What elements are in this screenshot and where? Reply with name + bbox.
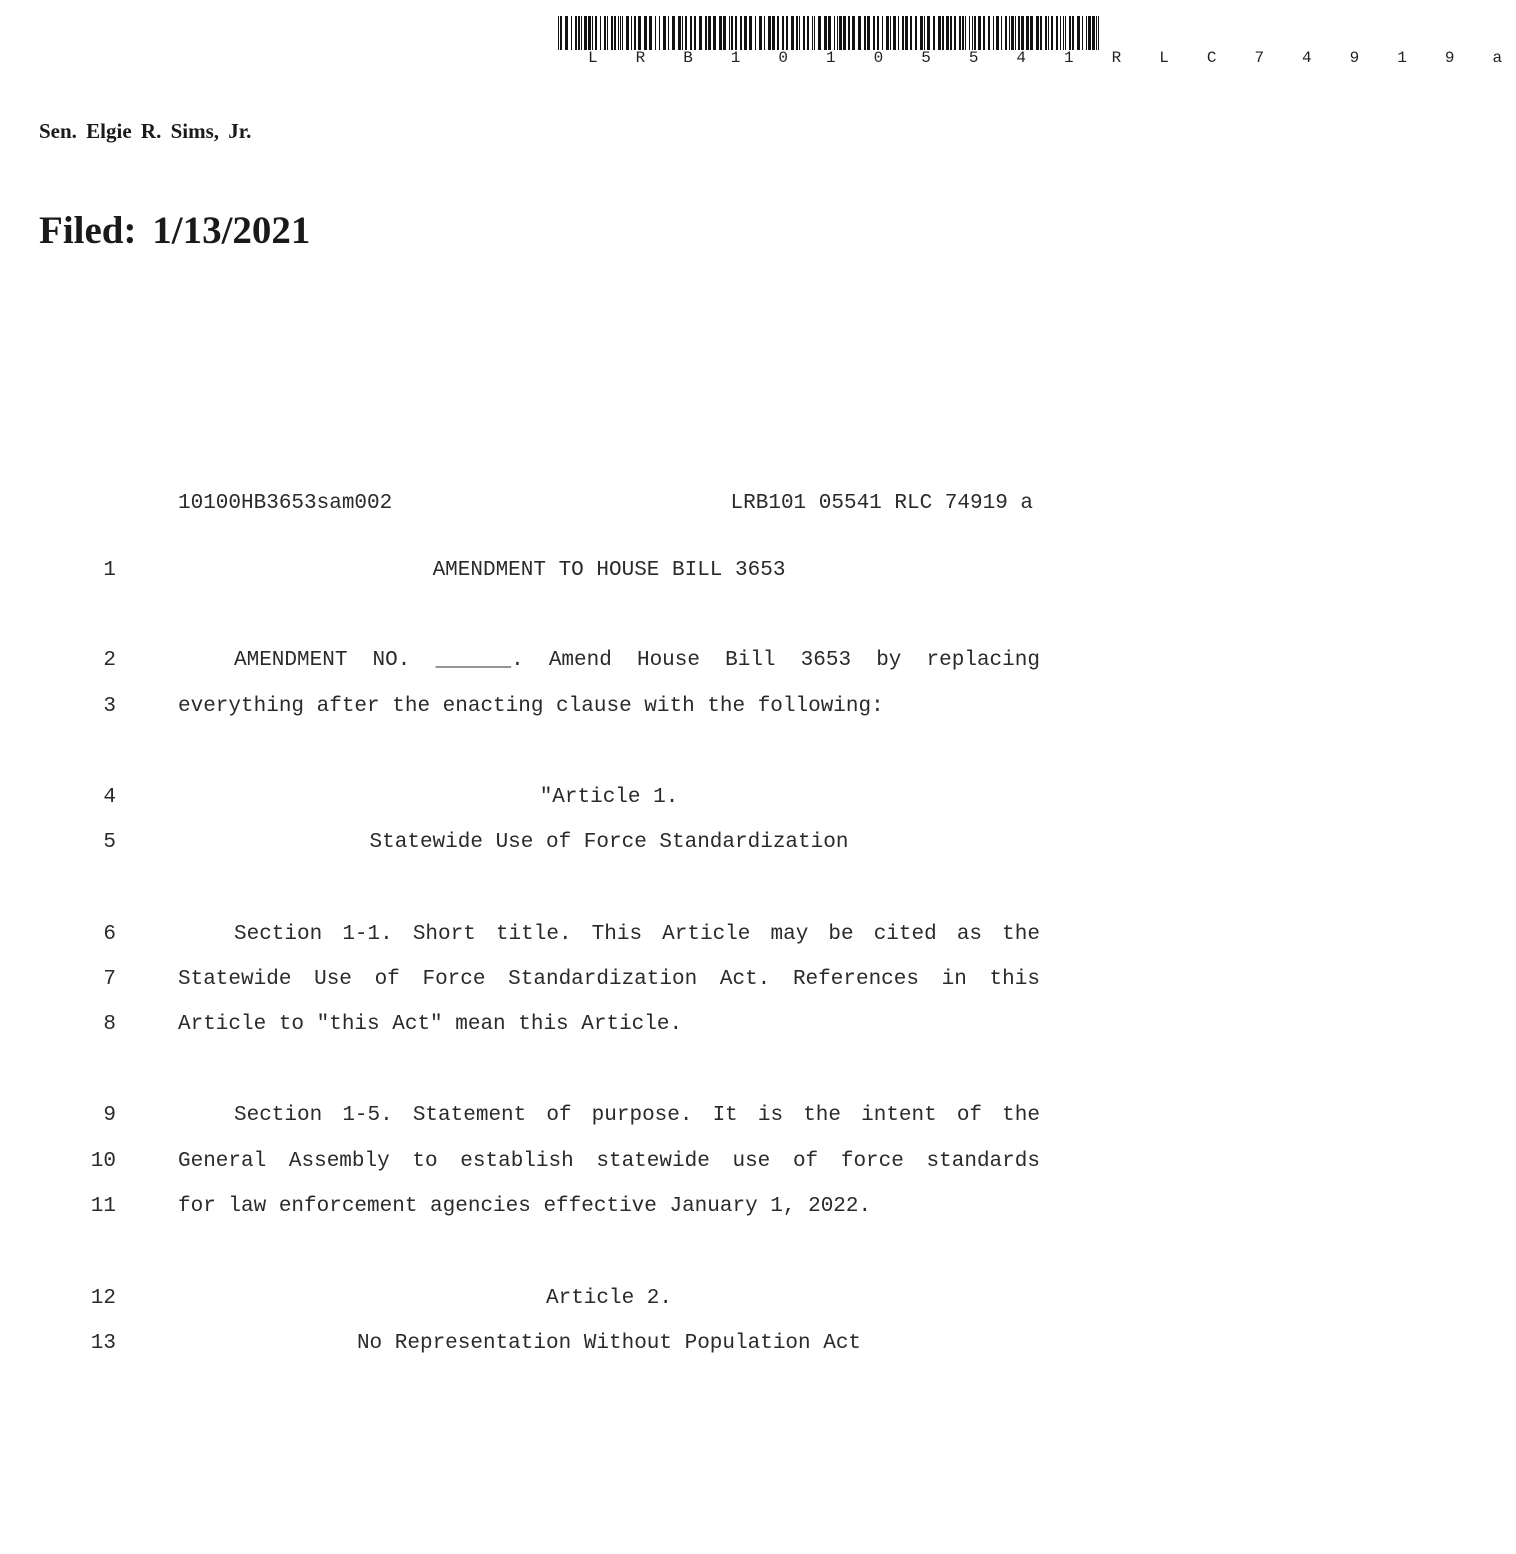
word: Section [234, 1104, 323, 1127]
numbered-line [0, 695, 1200, 723]
word: is [757, 1104, 784, 1127]
barcode-bar [735, 16, 737, 50]
barcode-bar [644, 16, 647, 50]
line-text [178, 923, 1040, 946]
barcode-bar [678, 16, 681, 50]
barcode-bar [886, 16, 889, 50]
barcode-bar [1086, 16, 1087, 50]
barcode-bar [581, 16, 582, 50]
barcode-bar [1001, 16, 1002, 50]
word: as [956, 923, 983, 946]
barcode-bar [837, 16, 838, 50]
word: It [712, 1104, 738, 1127]
barcode-bar [950, 16, 952, 50]
barcode-bar [962, 16, 964, 50]
word: of [956, 1104, 983, 1127]
word: purpose. [591, 1104, 693, 1127]
word: Standardization [508, 968, 698, 991]
barcode-bar [731, 16, 733, 50]
barcode-bar [993, 16, 994, 50]
barcode-bar [638, 16, 641, 50]
barcode-bar [759, 16, 762, 50]
numbered-line [0, 1104, 1200, 1132]
barcode-bar [699, 16, 702, 50]
barcode-bar [839, 16, 842, 50]
barcode-bar [996, 16, 999, 50]
barcode-bar [1036, 16, 1039, 50]
line-text [178, 1104, 1040, 1127]
line-number: 12 [90, 1287, 116, 1310]
word: Section [234, 923, 323, 946]
barcode-bar [1045, 16, 1047, 50]
barcode-bar [1082, 16, 1083, 50]
barcode-bar [1065, 16, 1066, 50]
barcode-bar [618, 16, 619, 50]
word: standards [926, 1150, 1040, 1173]
barcode-bar [905, 16, 908, 50]
word: title. [495, 923, 572, 946]
barcode-bar [611, 16, 613, 50]
barcode-bar [622, 16, 623, 50]
word: Article [662, 923, 751, 946]
barcode-bar [685, 16, 687, 50]
barcode-bar [607, 16, 608, 50]
barcode-bar [902, 16, 904, 50]
barcode-bar [1069, 16, 1071, 50]
line-number: 1 [103, 559, 116, 582]
word: ______. [435, 649, 524, 672]
barcode-bar [713, 16, 716, 50]
line-number: 5 [103, 831, 116, 854]
word: replacing [926, 649, 1040, 672]
barcode-bar [571, 16, 572, 50]
barcode-bar [729, 16, 730, 50]
barcode-bar [768, 16, 771, 50]
barcode-bar [631, 16, 632, 50]
word: General [178, 1150, 267, 1173]
word: to [412, 1150, 438, 1173]
word: establish [460, 1150, 574, 1173]
word: Act. [719, 968, 771, 991]
barcode-bar [755, 16, 756, 50]
barcode-bar [814, 16, 815, 50]
barcode-bar [1092, 16, 1095, 50]
word: statewide [596, 1150, 710, 1173]
line-number: 13 [90, 1332, 116, 1355]
barcode-bar [782, 16, 784, 50]
barcode-bar [852, 16, 855, 50]
word: cited [873, 923, 937, 946]
barcode-bar [969, 16, 970, 50]
barcode-bar [663, 16, 666, 50]
barcode-bar [988, 16, 990, 50]
word: Assembly [288, 1150, 390, 1173]
numbered-line [0, 1013, 1200, 1041]
word: Use [314, 968, 352, 991]
barcode-bar [649, 16, 652, 50]
barcode-bar [578, 16, 580, 50]
barcode-bar [705, 16, 707, 50]
word: Short [412, 923, 476, 946]
numbered-line [0, 923, 1200, 951]
barcode-bar [858, 16, 861, 50]
barcode-bar [812, 16, 813, 50]
line-number: 10 [90, 1150, 116, 1173]
barcode-bar [1060, 16, 1061, 50]
barcode-bar [584, 16, 587, 50]
barcode-bar [898, 16, 899, 50]
word: the [1002, 1104, 1040, 1127]
barcode-bar [1021, 16, 1024, 50]
barcode-bar [1018, 16, 1020, 50]
barcode-bar [1056, 16, 1058, 50]
numbered-line [0, 786, 1200, 814]
word: Statement [412, 1104, 527, 1127]
filed-date: Filed: 1/13/2021 [39, 209, 311, 252]
barcode-bar [772, 16, 775, 50]
barcode-bar [1011, 16, 1014, 50]
barcode-bar [786, 16, 788, 50]
numbered-line [0, 1332, 1200, 1360]
barcode-bar [1048, 16, 1049, 50]
barcode-bar [1077, 16, 1080, 50]
line-number: 6 [103, 923, 116, 946]
barcode-bar [1026, 16, 1029, 50]
word: Statewide [178, 968, 292, 991]
word: by [876, 649, 902, 672]
barcode-bar [807, 16, 809, 50]
barcode-bar [942, 16, 944, 50]
barcode-bar [560, 16, 562, 50]
barcode-bar [672, 16, 675, 50]
word: House [636, 649, 700, 672]
numbered-line [0, 1150, 1200, 1178]
barcode-bar [614, 16, 616, 50]
line-number: 3 [103, 695, 116, 718]
barcode-bar [954, 16, 956, 50]
barcode-bar [867, 16, 870, 50]
line-number: 11 [90, 1195, 116, 1218]
word: 3653 [800, 649, 852, 672]
barcode-bar [1098, 16, 1099, 50]
barcode-bar [893, 16, 896, 50]
barcode-bar [938, 16, 941, 50]
line-number: 4 [103, 786, 116, 809]
barcode-bar [890, 16, 891, 50]
line-number: 7 [103, 968, 116, 991]
word: this [989, 968, 1040, 991]
word: the [1002, 923, 1040, 946]
barcode-bar [978, 16, 981, 50]
word: force [840, 1150, 904, 1173]
barcode-bar [824, 16, 827, 50]
barcode-bar [828, 16, 831, 50]
article-title: Statewide Use of Force Standardization [369, 831, 849, 854]
word: of [792, 1150, 819, 1173]
barcode-bar [848, 16, 850, 50]
barcode-bar [873, 16, 875, 50]
numbered-line [0, 649, 1200, 677]
barcode [558, 16, 1516, 67]
barcode-bar [959, 16, 961, 50]
word: be [828, 923, 854, 946]
barcode-bar [575, 16, 577, 50]
word: may [770, 923, 809, 946]
barcode-bar [1063, 16, 1064, 50]
line-text [178, 649, 1040, 672]
line-number: 2 [103, 649, 116, 672]
barcode-bar [764, 16, 765, 50]
barcode-bar [882, 16, 883, 50]
word: Force [422, 968, 486, 991]
barcode-bar [604, 16, 606, 50]
barcode-caption: L R B 1 0 1 0 5 5 4 1 R L C 7 4 9 1 9 a [588, 49, 1516, 67]
barcode-bar [910, 16, 912, 50]
sponsor-name: Sen. Elgie R. Sims, Jr. [39, 119, 252, 143]
barcode-bar [588, 16, 591, 50]
barcode-bar [818, 16, 821, 50]
barcode-bar [682, 16, 683, 50]
barcode-bar [920, 16, 923, 50]
word: intent [861, 1104, 937, 1127]
barcode-bar [834, 16, 835, 50]
barcode-bar [915, 16, 917, 50]
barcode-bar [634, 16, 636, 50]
document-id: 10100HB3653sam002 [178, 492, 393, 515]
barcode-bar [626, 16, 629, 50]
barcode-bars [558, 16, 1101, 50]
word: in [941, 968, 967, 991]
barcode-bar [1015, 16, 1016, 50]
barcode-bar [600, 16, 601, 50]
barcode-bar [803, 16, 805, 50]
numbered-line [0, 831, 1200, 859]
barcode-bar [1088, 16, 1091, 50]
barcode-bar [694, 16, 696, 50]
barcode-bar [799, 16, 800, 50]
numbered-line [0, 1287, 1200, 1315]
lrb-number: LRB101 05541 RLC 74919 a [730, 492, 1033, 515]
article-title: No Representation Without Population Act [356, 1332, 862, 1355]
line-text: for law enforcement agencies effective January 1, 2022. [178, 1195, 872, 1218]
numbered-line [0, 968, 1200, 996]
barcode-bar [843, 16, 846, 50]
barcode-bar [1009, 16, 1010, 50]
barcode-bar [877, 16, 879, 50]
barcode-bar [965, 16, 966, 50]
barcode-bar [723, 16, 726, 50]
barcode-bar [974, 16, 976, 50]
line-number: 9 [103, 1104, 116, 1127]
word: of [374, 968, 400, 991]
barcode-bar [1072, 16, 1074, 50]
word: This [591, 923, 643, 946]
barcode-bar [749, 16, 752, 50]
word: 1-1. [342, 923, 393, 946]
barcode-bar [1051, 16, 1053, 50]
line-text [178, 968, 1040, 991]
barcode-bar [659, 16, 660, 50]
line-text: Article to "this Act" mean this Article. [178, 1013, 683, 1036]
barcode-bar [595, 16, 597, 50]
amendment-title: AMENDMENT TO HOUSE BILL 3653 [432, 559, 786, 582]
word: References [792, 968, 919, 991]
barcode-bar [565, 16, 568, 50]
word: Amend [548, 649, 612, 672]
barcode-bar [719, 16, 722, 50]
barcode-bar [1040, 16, 1042, 50]
barcode-bar [983, 16, 985, 50]
line-text [178, 1150, 1040, 1173]
line-number: 8 [103, 1013, 116, 1036]
barcode-bar [777, 16, 779, 50]
word: the [803, 1104, 842, 1127]
barcode-bar [740, 16, 742, 50]
barcode-bar [620, 16, 621, 50]
barcode-bar [946, 16, 949, 50]
barcode-bar [796, 16, 798, 50]
barcode-bar [864, 16, 866, 50]
barcode-bar [1005, 16, 1007, 50]
barcode-bar [558, 16, 559, 50]
word: NO. [372, 649, 411, 672]
line-text: everything after the enacting clause with the following: [178, 695, 884, 718]
article-heading: Article 2. [545, 1287, 673, 1310]
barcode-bar [1096, 16, 1097, 50]
word: 1-5. [342, 1104, 393, 1127]
barcode-bar [744, 16, 747, 50]
word: Bill [725, 649, 776, 672]
barcode-bar [708, 16, 711, 50]
numbered-line [0, 559, 1200, 587]
barcode-bar [655, 16, 656, 50]
barcode-bar [668, 16, 669, 50]
article-heading: "Article 1. [539, 786, 679, 809]
word: of [546, 1104, 572, 1127]
barcode-bar [924, 16, 925, 50]
numbered-line [0, 1195, 1200, 1223]
barcode-bar [791, 16, 794, 50]
barcode-bar [972, 16, 973, 50]
barcode-bar [690, 16, 692, 50]
barcode-bar [933, 16, 935, 50]
word: use [732, 1150, 771, 1173]
barcode-bar [927, 16, 930, 50]
barcode-bar [1030, 16, 1033, 50]
word: AMENDMENT [234, 649, 348, 672]
barcode-bar [592, 16, 593, 50]
